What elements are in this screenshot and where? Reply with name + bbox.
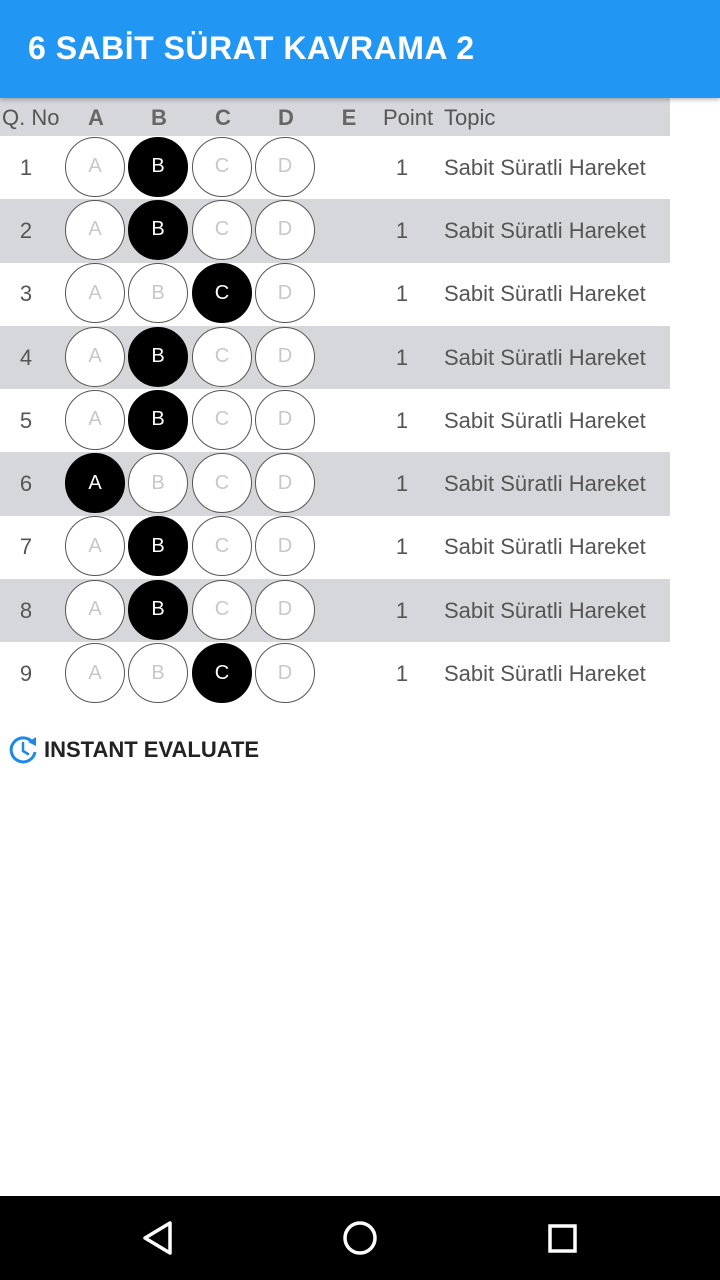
instant-evaluate-label: INSTANT EVALUATE [44,737,260,762]
answer-bubble-c[interactable]: C [192,580,252,640]
answer-bubble-b[interactable]: B [128,643,188,703]
table-row [0,452,670,515]
answer-bubble-b[interactable]: B [128,137,188,197]
question-number: 2 [19,217,33,243]
answer-bubble-c[interactable]: C [192,390,252,450]
answer-bubble-a[interactable]: A [65,453,125,513]
question-number: 6 [19,471,33,497]
back-triangle-icon[interactable] [136,1216,180,1260]
question-point: 1 [395,534,409,560]
home-circle-icon[interactable] [338,1216,382,1260]
question-topic: Sabit Süratli Hareket [444,281,646,307]
answer-bubble-a[interactable]: A [65,390,125,450]
question-point: 1 [395,471,409,497]
question-number: 4 [19,344,33,370]
answer-bubble-d[interactable]: D [255,263,315,323]
answer-bubble-c[interactable]: C [192,327,252,387]
answer-bubble-c[interactable]: C [192,137,252,197]
system-nav-bar [0,1196,720,1280]
answer-bubble-b[interactable]: B [128,200,188,260]
header-a: A [88,105,104,130]
answer-bubble-b[interactable]: B [128,390,188,450]
answer-bubble-b[interactable]: B [128,580,188,640]
answer-bubble-c[interactable]: C [192,643,252,703]
header-point: Point [383,105,434,130]
question-topic: Sabit Süratli Hareket [444,597,646,623]
answer-bubble-a[interactable]: A [65,137,125,197]
answer-bubble-b[interactable]: B [128,327,188,387]
answer-bubble-b[interactable]: B [128,453,188,513]
question-number: 9 [19,661,33,687]
instant-evaluate-button[interactable] [6,732,259,768]
question-point: 1 [395,344,409,370]
header-d: D [278,105,294,130]
table-row [0,516,670,579]
table-header [0,98,670,136]
question-point: 1 [395,661,409,687]
question-point: 1 [395,281,409,307]
app-bar [0,0,720,98]
answer-bubble-d[interactable]: D [255,643,315,703]
recent-square-icon[interactable] [540,1216,584,1260]
question-topic: Sabit Süratli Hareket [444,534,646,560]
table-row [0,199,670,262]
table-row [0,579,670,642]
answer-bubble-c[interactable]: C [192,516,252,576]
answer-bubble-a[interactable]: A [65,200,125,260]
question-point: 1 [395,597,409,623]
header-b: B [151,105,167,130]
answer-bubble-a[interactable]: A [65,516,125,576]
page-title: 6 SABİT SÜRAT KAVRAMA 2 [28,30,475,66]
table-row [0,642,670,705]
answer-sheet-table [0,98,670,706]
question-number: 8 [19,597,33,623]
answer-bubble-d[interactable]: D [255,390,315,450]
answer-bubble-a[interactable]: A [65,263,125,323]
answer-bubble-c[interactable]: C [192,263,252,323]
table-row [0,389,670,452]
answer-bubble-d[interactable]: D [255,200,315,260]
question-number: 1 [19,154,33,180]
table-row [0,136,670,199]
answer-bubble-a[interactable]: A [65,327,125,387]
question-topic: Sabit Süratli Hareket [444,471,646,497]
question-topic: Sabit Süratli Hareket [444,344,646,370]
answer-bubble-d[interactable]: D [255,137,315,197]
question-topic: Sabit Süratli Hareket [444,407,646,433]
table-body [0,136,670,706]
answer-bubble-b[interactable]: B [128,263,188,323]
table-row [0,326,670,389]
question-topic: Sabit Süratli Hareket [444,661,646,687]
question-number: 5 [19,407,33,433]
question-point: 1 [395,407,409,433]
header-e: E [341,105,357,130]
answer-bubble-d[interactable]: D [255,327,315,387]
answer-bubble-c[interactable]: C [192,453,252,513]
header-qno: Q. No [2,105,60,130]
table-row [0,263,670,326]
answer-bubble-d[interactable]: D [255,453,315,513]
question-number: 7 [19,534,33,560]
question-point: 1 [395,217,409,243]
header-topic: Topic [444,105,496,130]
refresh-clock-icon [6,733,40,767]
answer-bubble-a[interactable]: A [65,643,125,703]
answer-bubble-d[interactable]: D [255,580,315,640]
answer-bubble-d[interactable]: D [255,516,315,576]
question-number: 3 [19,281,33,307]
answer-bubble-c[interactable]: C [192,200,252,260]
header-c: C [215,105,231,130]
question-point: 1 [395,154,409,180]
answer-bubble-a[interactable]: A [65,580,125,640]
question-topic: Sabit Süratli Hareket [444,217,646,243]
question-topic: Sabit Süratli Hareket [444,154,646,180]
answer-bubble-b[interactable]: B [128,516,188,576]
